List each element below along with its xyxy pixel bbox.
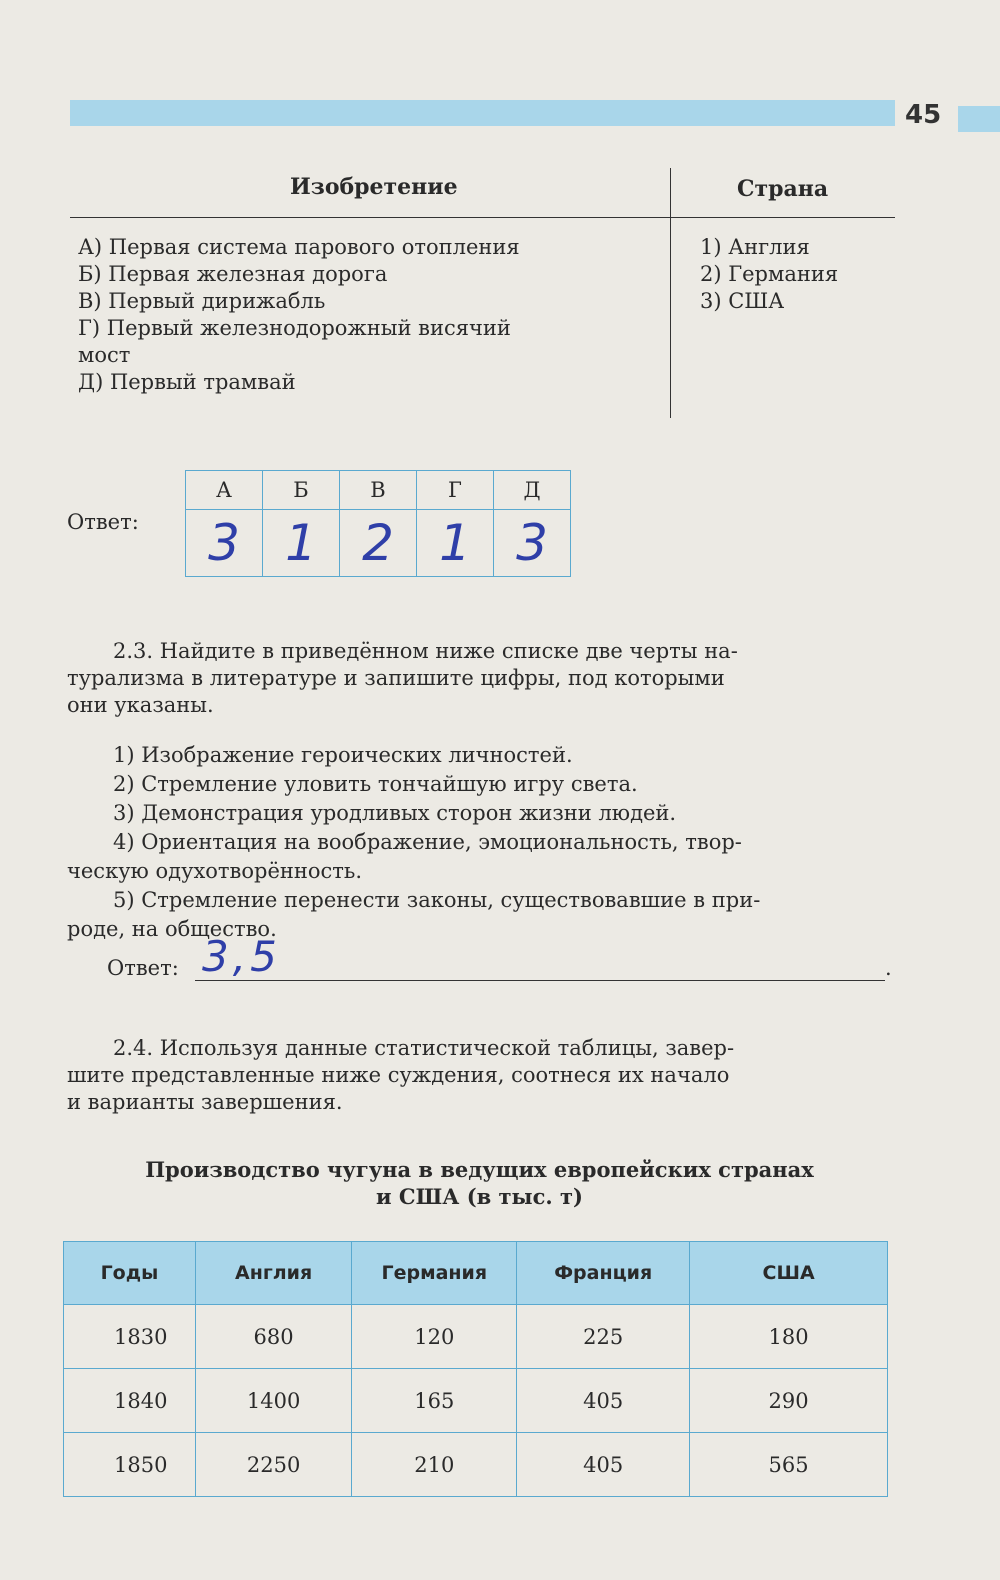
invention-item: В) Первый дирижабль xyxy=(78,289,326,313)
answer-cell[interactable]: 3 xyxy=(494,510,571,577)
task-text: они указаны. xyxy=(67,693,214,717)
invention-item: мост xyxy=(78,343,131,367)
option-item: роде, на общество. xyxy=(67,917,277,941)
col-header-england: Англия xyxy=(195,1242,352,1305)
page-number: 45 xyxy=(905,100,942,130)
table-cell: 405 xyxy=(517,1433,690,1497)
country-item: 3) США xyxy=(700,289,785,313)
task-text: шите представленные ниже суждения, соотнеся их начало xyxy=(67,1063,730,1087)
page-header-bar xyxy=(70,100,895,126)
task-text: турализма в литературе и запишите цифры, под которыми xyxy=(67,666,725,690)
table-cell: 120 xyxy=(352,1305,517,1369)
answer-letter: Б xyxy=(263,471,340,510)
table-cell: 290 xyxy=(690,1369,888,1433)
task-text: 2.3. Найдите в приведённом ниже списке две черты на- xyxy=(113,639,738,663)
table-cell: 210 xyxy=(352,1433,517,1497)
inventions-list xyxy=(78,234,658,396)
page-header-bar-tail xyxy=(958,106,1000,132)
table-cell: 1400 xyxy=(195,1369,352,1433)
table-cell: 680 xyxy=(195,1305,352,1369)
table-cell: 165 xyxy=(352,1369,517,1433)
option-item: ческую одухотворённость. xyxy=(67,859,363,883)
option-item: 3) Демонстрация уродливых сторон жизни людей. xyxy=(113,801,677,825)
table-cell: 2250 xyxy=(195,1433,352,1497)
task-2-3 xyxy=(67,638,892,719)
table-cell: 405 xyxy=(517,1369,690,1433)
country-item: 2) Германия xyxy=(700,262,839,286)
task-text: 2.4. Используя данные статистической таблицы, завер- xyxy=(113,1036,735,1060)
header-divider xyxy=(70,217,895,218)
col-header-usa: США xyxy=(690,1242,888,1305)
answer-letter: Д xyxy=(494,471,571,510)
answer-cell[interactable]: 3 xyxy=(186,510,263,577)
option-item: 4) Ориентация на воображение, эмоциональность, твор- xyxy=(113,830,742,854)
answer-cell[interactable]: 1 xyxy=(263,510,340,577)
invention-item: А) Первая система парового отопления xyxy=(78,235,520,259)
invention-item: Д) Первый трамвай xyxy=(78,370,296,394)
answer-letter: В xyxy=(340,471,417,510)
option-item: 2) Стремление уловить тончайшую игру света. xyxy=(113,772,638,796)
answer-2 xyxy=(67,932,892,981)
col-header-years: Годы xyxy=(64,1242,196,1305)
task-2-3-options xyxy=(67,742,892,945)
answer-letter: Г xyxy=(417,471,494,510)
task-2-4 xyxy=(67,1035,892,1116)
country-item: 1) Англия xyxy=(700,235,810,259)
answer-cell[interactable]: 1 xyxy=(417,510,494,577)
answer-2-label: Ответ: xyxy=(107,956,179,980)
table-cell: 1840 xyxy=(64,1369,196,1433)
table-cell: 1850 xyxy=(64,1433,196,1497)
stats-title-line: и США (в тыс. т) xyxy=(376,1184,583,1209)
table-row xyxy=(64,1305,888,1369)
invention-header: Изобретение xyxy=(290,174,458,200)
answer-letter: А xyxy=(186,471,263,510)
option-item: 1) Изображение героических личностей. xyxy=(113,743,573,767)
table-cell: 1830 xyxy=(64,1305,196,1369)
country-header: Страна xyxy=(737,176,829,202)
answer-cell[interactable]: 2 xyxy=(340,510,417,577)
stats-title-line: Производство чугуна в ведущих европейских странах xyxy=(145,1157,814,1182)
answer-1-label: Ответ: xyxy=(67,510,139,534)
invention-item: Г) Первый железнодорожный висячий xyxy=(78,316,511,340)
stats-table-title xyxy=(67,1156,892,1210)
answer-1 xyxy=(67,470,667,590)
answer-2-value[interactable]: 3,5 xyxy=(202,932,281,981)
countries-list xyxy=(700,234,890,315)
stats-header-row xyxy=(64,1242,888,1305)
stats-table xyxy=(63,1241,888,1497)
answer-2-line xyxy=(195,980,885,981)
invention-item: Б) Первая железная дорога xyxy=(78,262,388,286)
task-text: и варианты завершения. xyxy=(67,1090,343,1114)
column-divider xyxy=(670,168,671,418)
table-cell: 565 xyxy=(690,1433,888,1497)
answer-2-end: . xyxy=(885,956,892,980)
table-cell: 225 xyxy=(517,1305,690,1369)
table-cell: 180 xyxy=(690,1305,888,1369)
table-row xyxy=(64,1369,888,1433)
col-header-france: Франция xyxy=(517,1242,690,1305)
table-row xyxy=(64,1433,888,1497)
col-header-germany: Германия xyxy=(352,1242,517,1305)
answer-1-grid xyxy=(185,470,571,577)
matching-table xyxy=(70,168,895,428)
option-item: 5) Стремление перенести законы, существовавшие в при- xyxy=(113,888,761,912)
